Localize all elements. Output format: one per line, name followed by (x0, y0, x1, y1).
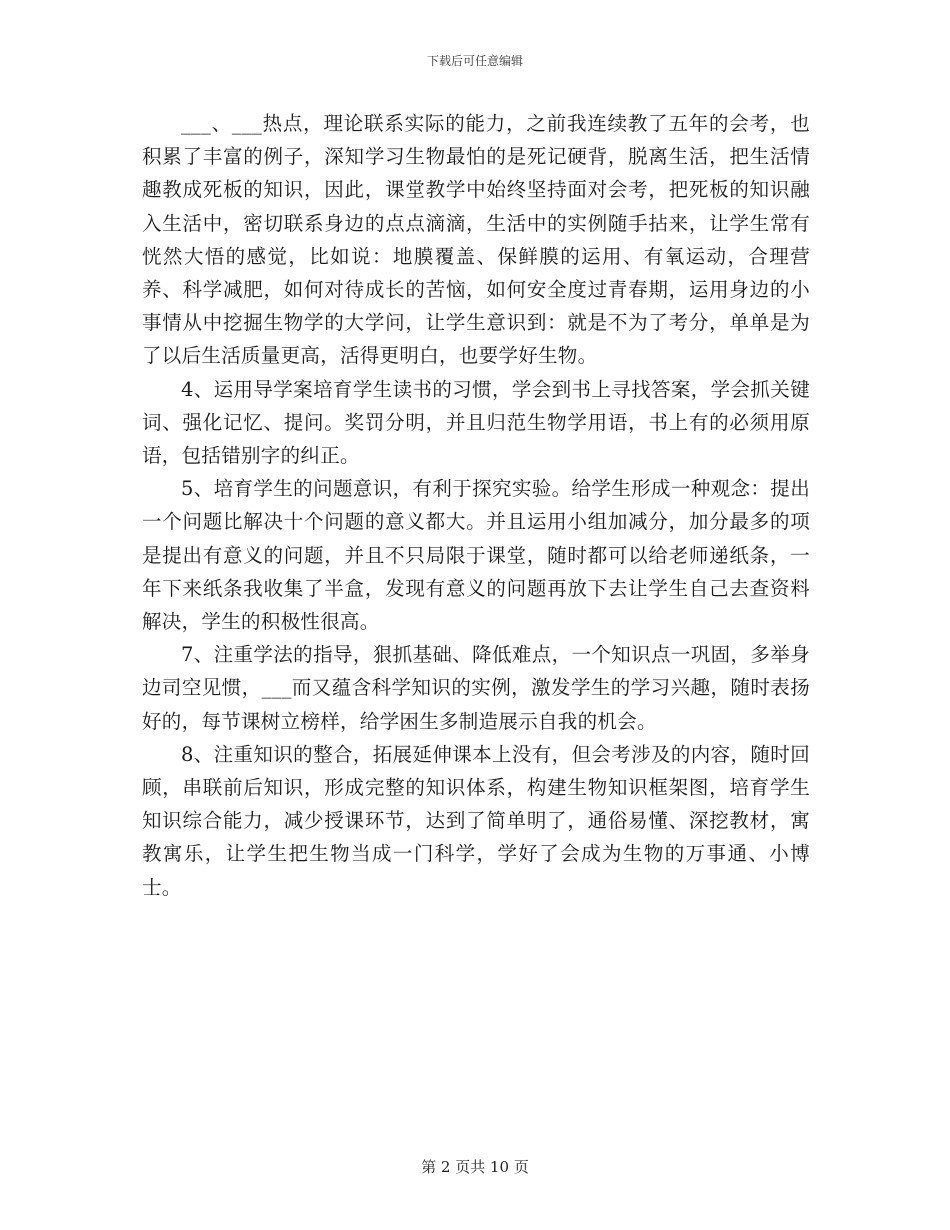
paragraph-5-question-awareness: 5、培育学生的问题意识，有利于探究实验。给学生形成一种观念：提出一个问题比解决十个问题的意义都大。并且运用小组加减分，加分最多的项是提出有意义的问题，并且不只局限于课堂，随时都可以给老师递纸条，一年下来纸条我收集了半盒，发现有意义的问题再放下去让学生自己去查资料解决，学生的积极性很高。 (142, 477, 810, 634)
paragraph-7-study-methods: 7、注重学法的指导，狠抓基础、降低难点，一个知识点一巩固，多举身边司空见惯，___而又蕴含科学知识的实例，激发学生的学习兴趣，随时表扬好的，每节课树立榜样，给学困生多制造展示自我的机会。 (142, 643, 810, 733)
page-header: 下载后可任意编辑 (426, 54, 523, 68)
paragraph-hotspots: ___、___热点，理论联系实际的能力，之前我连续教了五年的会考，也积累了丰富的例子，深知学习生物最怕的是死记硬背，脱离生活，把生活情趣教成死板的知识，因此，课堂教学中始终坚持面对会考，把死板的知识融入生活中，密切联系身边的点点滴滴，生活中的实例随手拈来，让学生常有恍然大悟的感觉，比如说：地膜覆盖、保鲜膜的运用、有氧运动，合理营养、科学减肥，如何对待成长的苦恼，如何安全度过青春期，运用身边的小事情从中挖掘生物学的大学问，让学生意识到：就是不为了考分，单单是为了以后生活质量更高，活得更明白，也要学好生物。 (142, 112, 810, 368)
paragraph-8-knowledge-integration: 8、注重知识的整合，拓展延伸课本上没有，但会考涉及的内容，随时回顾，串联前后知识，形成完整的知识体系，构建生物知识框架图，培育学生知识综合能力，减少授课环节，达到了简单明了，通俗易懂、深挖教材，寓教寓乐，让学生把生物当成一门科学，学好了会成为生物的万事通、小博士。 (142, 742, 810, 899)
page-number-footer: 第 2 页共 10 页 (421, 1158, 529, 1176)
document-body (142, 107, 810, 904)
paragraph-4-reading-habits: 4、运用导学案培育学生读书的习惯，学会到书上寻找答案，学会抓关键词、强化记忆、提问。奖罚分明，并且归范生物学用语，书上有的必须用原语，包括错别字的纠正。 (142, 377, 810, 468)
